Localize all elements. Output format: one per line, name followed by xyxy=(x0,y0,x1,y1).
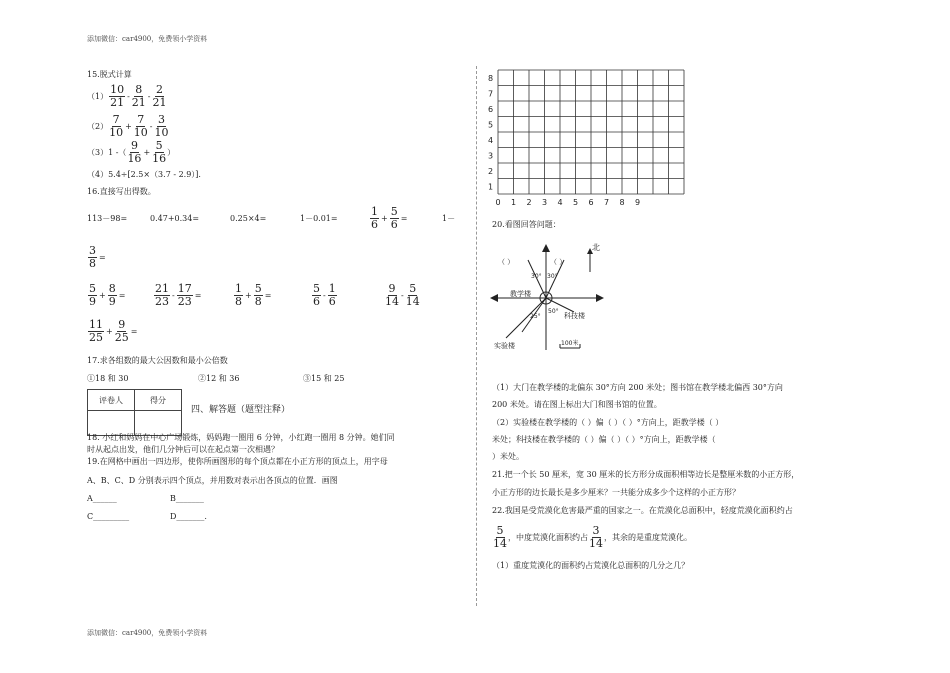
x-tick-label: 7 xyxy=(604,198,610,207)
angle-30b: 30° xyxy=(547,273,558,280)
q18-line-1: 18. 小红和妈妈在中心广场锻炼，妈妈跑一圈用 6 分钟，小红跑一圈用 8 分钟。她们同 xyxy=(87,433,395,442)
operator: - xyxy=(149,121,153,131)
section-heading: 四、解答题（题型注释） xyxy=(191,405,291,415)
q20-line-2: 200 米处。请在图上标出大门和图书馆的位置。 xyxy=(492,400,662,409)
q21-line-1: 21.把一个长 50 厘米，宽 30 厘米的长方形分成面积相等边长是整厘米数的小正方形， xyxy=(492,470,800,479)
fraction: 1 6 xyxy=(371,204,378,231)
operator: - xyxy=(127,91,130,101)
q16-r1-c: 0.25×4= xyxy=(230,214,267,223)
equals: = xyxy=(99,252,106,262)
operator: + xyxy=(381,213,388,223)
y-tick-label: 6 xyxy=(488,105,494,114)
q19-blank-d[interactable]: D_______. xyxy=(170,512,207,521)
q16-r3-c: 1 8 + $\frac{5}{8}$ = xyxy=(235,281,272,308)
x-tick-label: 0 xyxy=(495,198,501,207)
angle-50: 50° xyxy=(548,308,559,315)
paren-left: （ ） xyxy=(498,258,515,266)
page-footer: 添加微信：car4900，免费领小学资料 xyxy=(87,629,208,637)
x-tick-label: 9 xyxy=(635,198,641,207)
q17-item-3: ③15 和 25 xyxy=(303,374,345,383)
x-tick-label: 8 xyxy=(619,198,625,207)
x-tick-label: 5 xyxy=(573,198,579,207)
paren-close: ） xyxy=(167,147,176,157)
q17-title: 17.求各组数的最大公因数和最小公倍数 xyxy=(87,356,228,365)
science-building-label: 科技楼 xyxy=(564,312,585,320)
fraction: 9 16 xyxy=(127,138,142,165)
y-tick-label: 3 xyxy=(488,151,494,161)
q20-title: 20.看图回答问题： xyxy=(492,220,561,229)
east-arrow-icon xyxy=(596,294,604,302)
angle-30a: 30° xyxy=(531,273,542,280)
x-tick-label: 4 xyxy=(557,198,563,207)
q19-line-2: A、B、C、D 分别表示四个顶点，并用数对表示出各顶点的位置．画图 xyxy=(87,476,338,485)
fraction: 8 21 xyxy=(131,82,146,109)
x-tick-label: 6 xyxy=(588,198,594,207)
x-tick-label: 2 xyxy=(526,198,532,207)
north-label: 北 xyxy=(592,243,600,252)
q20-line-3: （2）实验楼在教学楼的（ ）偏（ ）（ ）°方向上，距教学楼（ ） xyxy=(492,418,724,427)
score-cell[interactable] xyxy=(135,411,182,436)
teaching-building-label: 教学楼 xyxy=(510,290,531,298)
q16-r3-e: 9 14 - 5 14 xyxy=(385,281,420,308)
angle-25: 25° xyxy=(530,313,541,320)
q16-r4: 11 25 + $\frac{9}{25}$ = xyxy=(89,317,138,344)
q22-sub-1: （1）重度荒漠化的面积约占荒漠化总面积的几分之几？ xyxy=(492,561,690,570)
q15-item-1 xyxy=(87,84,168,108)
q15-item-3 xyxy=(87,140,175,164)
item-label: （2） xyxy=(87,121,109,131)
q20-line-1: （1）大门在教学楼的北偏东 30°方向 200 米处；图书馆在教学楼北偏西 30°方向 xyxy=(492,383,783,392)
q16-title: 16.直接写出得数。 xyxy=(87,187,156,196)
y-tick-label: 1 xyxy=(488,182,494,192)
fraction: $\frac{3}{8}$ xyxy=(89,243,96,270)
q16-r3-b: 21 23 - $\frac{17}{23}$ = xyxy=(155,281,202,308)
operator: + xyxy=(143,147,151,157)
equals: = xyxy=(400,213,408,223)
direction-diagram xyxy=(488,238,606,356)
q16-r2 xyxy=(87,244,107,270)
q20-line-4: 米处；科技楼在教学楼的（ ）偏（ ）（ ）°方向上，距教学楼（ xyxy=(492,435,716,444)
fraction: 2 21 xyxy=(152,82,167,109)
north-axis-arrow-icon xyxy=(542,244,550,252)
y-tick-label: 7 xyxy=(488,89,494,99)
page-header: 添加微信：car4900，免费领小学资料 xyxy=(87,35,208,43)
fraction: 10 21 xyxy=(110,82,125,109)
q22-fraction-line xyxy=(492,522,692,552)
y-tick-label: 2 xyxy=(488,167,494,176)
score-header: 得分 xyxy=(135,390,182,411)
operator: - xyxy=(147,91,151,101)
q18-line-2: 时从起点出发，他们几分钟后可以在起点第一次相遇？ xyxy=(87,445,279,454)
item-label: （3）1 -（ xyxy=(87,147,127,157)
q19-blank-c[interactable]: C_________ xyxy=(87,512,130,521)
reviewer-cell[interactable] xyxy=(88,411,135,436)
q21-line-2: 小正方形的边长最长是多少厘米？一共能分成多少个这样的小正方形？ xyxy=(492,488,740,497)
lab-building-label: 实验楼 xyxy=(494,342,515,350)
q22-end-text: ，其余的是重度荒漠化。 xyxy=(604,532,692,542)
q16-r1-d: 1－0.01= xyxy=(300,214,338,223)
q16-r1-b: 0.47+0.34= xyxy=(150,214,200,223)
item-label: （1） xyxy=(87,91,109,101)
x-tick-label: 1 xyxy=(511,198,517,207)
fraction: 3 14 xyxy=(589,523,603,550)
q16-r3-a: 5 9 + $\frac{8}{9}$ = xyxy=(89,281,126,308)
q20-line-5: ）米处。 xyxy=(492,452,524,461)
q15-item-4: （4）5.4÷[2.5×（3.7 - 2.9）]. xyxy=(87,170,201,179)
q16-r1-a: 113－98= xyxy=(87,214,128,223)
reviewer-header: 评卷人 xyxy=(88,390,135,411)
q16-r1-last: 1－ xyxy=(442,214,456,223)
q19-blank-b[interactable]: B_______ xyxy=(170,494,204,503)
q17-item-2: ②12 和 36 xyxy=(198,374,240,383)
y-tick-label: 8 xyxy=(488,74,494,83)
q15-title: 15.脱式计算 xyxy=(87,70,132,79)
q16-r3-d: 5 6 - 1 6 xyxy=(313,281,336,308)
paren-right: （ ） xyxy=(550,258,567,266)
y-tick-label: 4 xyxy=(488,136,494,145)
fraction: $\frac{7}{10}$ xyxy=(133,112,148,139)
column-divider xyxy=(476,66,478,606)
q22-mid-text: ，中度荒漠化面积约占 xyxy=(508,532,588,542)
coordinate-grid[interactable] xyxy=(486,64,692,216)
fraction: $\frac{5}{16}$ xyxy=(152,138,167,165)
fraction: 3 10 xyxy=(154,112,169,139)
x-tick-label: 3 xyxy=(542,198,548,207)
fraction: $\frac{5}{6}$ xyxy=(390,204,398,231)
west-arrow-icon xyxy=(490,294,498,302)
fraction: 5 14 xyxy=(493,523,507,550)
q17-item-1: ①18 和 30 xyxy=(87,374,129,383)
q16-r1-frac xyxy=(369,205,408,231)
q22-title: 22.我国是受荒漠化危害最严重的国家之一。在荒漠化总面积中，轻度荒漠化面积约占 xyxy=(492,506,793,515)
score-table xyxy=(87,389,182,436)
q19-blank-a[interactable]: A______ xyxy=(87,494,117,503)
y-tick-label: 5 xyxy=(488,120,494,130)
operator: + xyxy=(125,121,132,131)
q15-item-2 xyxy=(87,114,170,138)
scale-label: 100米 xyxy=(561,340,579,347)
q19-line-1: 19.在网格中画出一四边形，使你所画图形的每个顶点都在小正方形的顶点上，用字母 xyxy=(87,457,388,466)
fraction: 7 10 xyxy=(109,112,124,139)
